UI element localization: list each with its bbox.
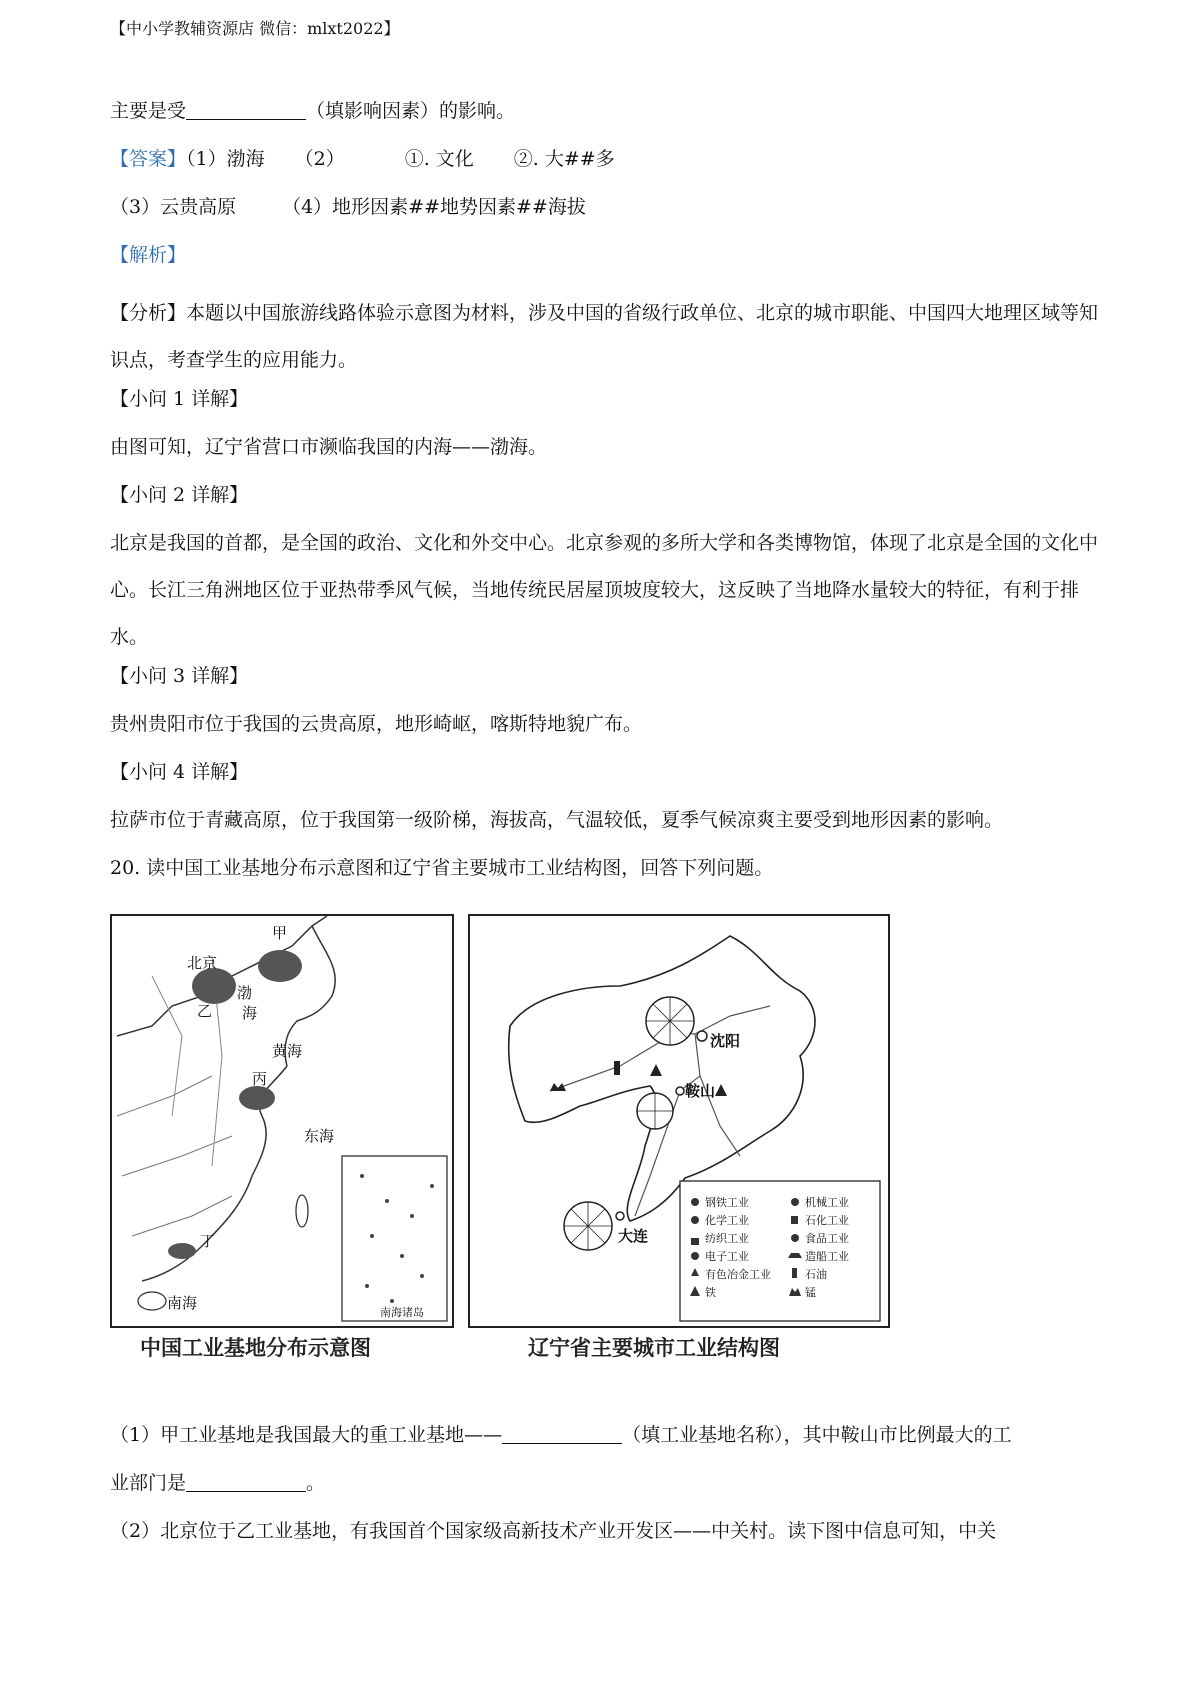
label-beijing: 北京 (187, 954, 218, 972)
label-shenyang: 沈阳 (710, 1032, 741, 1050)
legend-shiyou: 石油 (805, 1268, 827, 1281)
blank-line (186, 101, 306, 120)
text: 。 (306, 1472, 326, 1494)
label-dalian: 大连 (618, 1227, 649, 1245)
pie-shenyang (646, 997, 694, 1045)
question-20: 20. 读中国工业基地分布示意图和辽宁省主要城市工业结构图，回答下列问题。 (110, 857, 774, 879)
answer-3: （3）云贵高原 (110, 196, 237, 218)
base-bing (239, 1086, 275, 1110)
content (110, 98, 1100, 903)
blank-line (502, 1425, 622, 1444)
page-header: 【中小学教辅资源店 微信：mlxt2022】 (110, 19, 400, 38)
legend-shipin: 食品工业 (805, 1232, 849, 1245)
answer-1: （1）渤海 (186, 148, 265, 170)
city-dot-anshan (676, 1087, 684, 1095)
label-ding: 丁 (200, 1232, 216, 1250)
figure (110, 914, 986, 1374)
label-yi: 乙 (197, 1002, 213, 1020)
q20-part1-line2 (110, 1470, 1110, 1497)
legend-dianzi: 电子工业 (705, 1250, 749, 1263)
label-nanhai: 南海 (167, 1294, 198, 1312)
analysis-paragraph: 【分析】本题以中国旅游线路体验示意图为材料，涉及中国的省级行政单位、北京的城市职能、中国四大地理区域等知识点，考查学生的应用能力。 (110, 302, 1099, 371)
q1-tag: 【小问 1 详解】 (110, 388, 249, 410)
q3-tag: 【小问 3 详解】 (110, 665, 249, 687)
liaoning-map-svg (470, 916, 888, 1326)
label-bing: 丙 (252, 1070, 268, 1088)
pie-dalian (564, 1202, 612, 1250)
base-yi (192, 968, 236, 1004)
legend-gangtie: 钢铁工业 (705, 1196, 749, 1209)
label-hai: 海 (242, 1004, 258, 1022)
taiwan-island (296, 1195, 308, 1227)
label-donghai: 东海 (304, 1127, 335, 1145)
label-inset: 南海诸岛 (380, 1306, 424, 1319)
base-jia (258, 950, 302, 982)
oil-icon (614, 1061, 620, 1075)
legend-youse: 有色冶金工业 (705, 1268, 771, 1281)
right-map-caption: 辽宁省主要城市工业结构图 (528, 1336, 780, 1360)
label-bo: 渤 (237, 984, 253, 1002)
text: 业部门是 (110, 1472, 187, 1494)
q20-part2-line1: （2）北京位于乙工业基地，有我国首个国家级高新技术产业开发区——中关村。读下图中信息可知，中关 (110, 1520, 997, 1542)
answer-2: （2） (294, 148, 345, 170)
legend-fangzhi: 纺织工业 (705, 1232, 749, 1245)
china-map-svg (112, 916, 452, 1326)
south-sea-inset (342, 1156, 447, 1321)
hainan-island (138, 1292, 166, 1310)
legend-shihua: 石化工业 (805, 1214, 849, 1227)
label-anshan: 鞍山 (685, 1082, 716, 1100)
text: 主要是受 (110, 100, 187, 122)
text: （1）甲工业基地是我国最大的重工业基地—— (110, 1424, 503, 1446)
answer-prev-line (110, 98, 1100, 125)
q4-text: 拉萨市位于青藏高原，位于我国第一级阶梯，海拔高，气温较低，夏季气候凉爽主要受到地形因素的影响。 (110, 809, 1004, 831)
left-map-caption: 中国工业基地分布示意图 (140, 1336, 371, 1360)
q2-text: 北京是我国的首都，是全国的政治、文化和外交中心。北京参观的多所大学和各类博物馆，体现了北京是全国的文化中心。长江三角洲地区位于亚热带季风气候，当地传统民居屋顶坡度较大，这反映了当地降水量较大的特征，有利于排水。 (110, 532, 1099, 648)
answer-line-2 (110, 194, 1100, 221)
label-huanghai: 黄海 (272, 1042, 303, 1060)
legend-huaxue: 化学工业 (705, 1214, 749, 1227)
legend-jixie: 机械工业 (805, 1196, 849, 1209)
analysis-tag: 【解析】 (110, 244, 187, 266)
q3-text: 贵州贵阳市位于我国的云贵高原，地形崎岖，喀斯特地貌广布。 (110, 713, 643, 735)
answer-tag: 【答案】 (110, 148, 187, 170)
q4-tag: 【小问 4 详解】 (110, 761, 249, 783)
text: （填工业基地名称），其中鞍山市比例最大的工 (622, 1424, 1012, 1446)
answer-2a: ①. 文化 (404, 148, 474, 170)
q20-part1-line1 (110, 1422, 1110, 1449)
q2-tag: 【小问 2 详解】 (110, 484, 249, 506)
base-ding (168, 1243, 196, 1259)
legend-meng: 锰 (805, 1286, 816, 1299)
city-dot-shenyang (697, 1031, 707, 1041)
q1-text: 由图可知，辽宁省营口市濒临我国的内海——渤海。 (110, 436, 548, 458)
liaoning-outline (509, 936, 815, 1221)
answer-4: （4）地形因素##地势因素##海拔 (282, 196, 586, 218)
answer-2b: ②. 大##多 (513, 148, 615, 170)
blank-line (186, 1473, 306, 1492)
pie-anshan (637, 1093, 673, 1129)
china-industry-map (110, 914, 454, 1328)
legend-tie: 铁 (705, 1286, 716, 1299)
label-jia: 甲 (272, 924, 288, 942)
answer-line (110, 146, 1100, 173)
liaoning-industry-map (468, 914, 890, 1328)
legend-zaochuan: 造船工业 (805, 1250, 849, 1263)
text: （填影响因素）的影响。 (306, 100, 516, 122)
city-dot-dalian (616, 1212, 624, 1220)
